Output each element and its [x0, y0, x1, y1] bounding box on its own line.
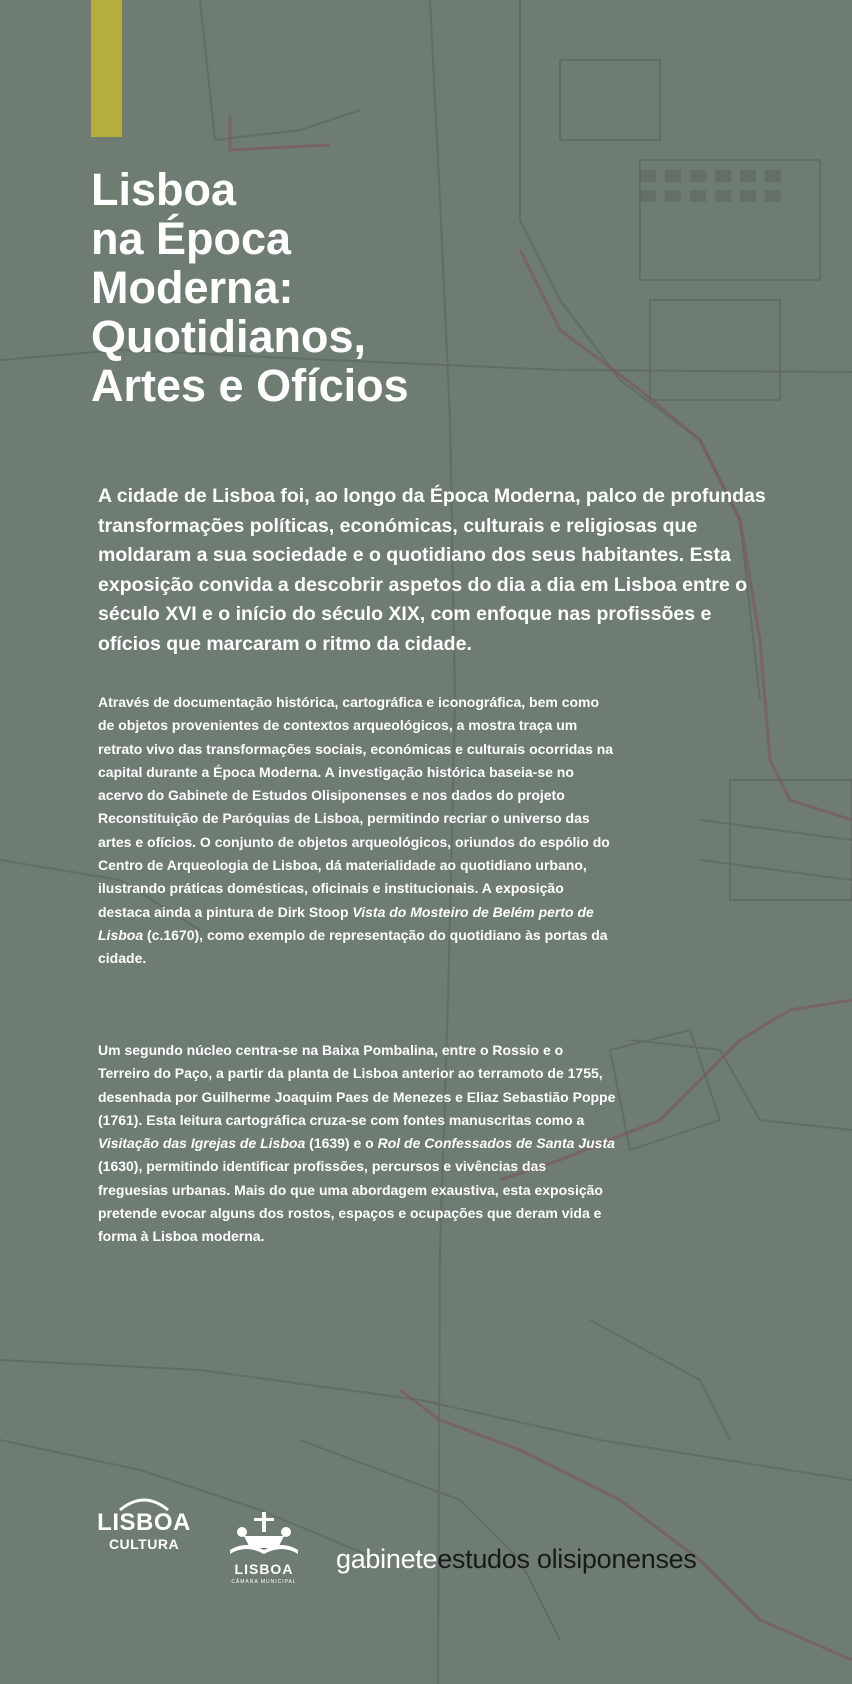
text-run: (1639) e o	[305, 1135, 378, 1152]
gabinete-estudos-olisiponenses-logo	[336, 1543, 697, 1575]
lisboa-cultura-sub: CULTURA	[108, 1536, 180, 1552]
lisboa-cultura-main: LISBOA	[97, 1509, 191, 1536]
body-paragraph-1	[98, 691, 618, 971]
lisboa-cultura-logo	[94, 1510, 194, 1570]
title-line: Lisboa	[91, 164, 237, 215]
source-title: Rol de Confessados de Santa Justa	[377, 1135, 615, 1152]
ship-crest-icon	[226, 1510, 302, 1562]
text-run: Um segundo núcleo centra-se na Baixa Pombalina, entre o Rossio e o Terreiro do Paço, a partir da planta de Lisboa anterior ao terramoto de 1755, desenhada por Guilherme Joaquim Paes de Menezes e Eliaz Sebastião Poppe (1761). Esta leitura cartográfica cruza-se com fontes manuscritas como a	[98, 1042, 616, 1128]
lead-paragraph: A cidade de Lisboa foi, ao longo da Época Moderna, palco de profundas transformações políticas, económicas, culturais e religiosas que moldaram a sua sociedade e o quotidiano dos seus habitantes. Esta exposição convida a descobrir aspetos do dia a dia em Lisboa entre o século XVI e o início do século XIX, com enfoque nas profissões e ofícios que marcaram o ritmo da cidade.	[98, 485, 766, 655]
painting-title: Vista do Mosteiro de Belém perto de Lisboa	[98, 903, 594, 943]
geo-logo-part: gabinete	[336, 1544, 438, 1574]
title-line: Artes e Ofícios	[91, 360, 409, 411]
title-line: Quotidianos,	[91, 311, 366, 362]
arc-icon	[118, 1496, 170, 1512]
source-title: Visitação das Igrejas de Lisboa	[98, 1135, 306, 1152]
geo-logo-part: olisiponenses	[536, 1544, 697, 1574]
text-run: (c.1670), como exemplo de representação do quotidiano às portas da cidade.	[98, 926, 608, 967]
camara-municipal-logo	[226, 1510, 302, 1590]
body-paragraph-2	[98, 1039, 618, 1249]
geo-logo-part: estudos	[437, 1544, 530, 1574]
text-run: Através de documentação histórica, cartográfica e iconográfica, bem como de objetos provenientes de contextos arqueológicos, a mostra traça um retrato vivo das transformações sociais, económicas e culturais ocorridas na capital durante a Época Moderna. A investigação histórica baseia-se no acervo do Gabinete de Estudos Olisiponenses e nos dados do projeto Reconstituição de Paróquias de Lisboa, permitindo recriar o universo das artes e ofícios. O conjunto de objetos arqueológicos, oriundos do espólio do Centro de Arqueologia de Lisboa, dá materialidade ao quotidiano urbano, ilustrando práticas domésticas, oficinais e institucionais. A exposição destaca ainda a pintura de Dirk Stoop	[98, 694, 614, 920]
cml-subtitle: CÂMARA MUNICIPAL	[231, 1579, 297, 1585]
title-line: na Época	[91, 213, 292, 264]
accent-bar	[91, 0, 122, 137]
page-title	[91, 165, 611, 410]
text-run: (1630), permitindo identificar profissões, percursos e vivências das freguesias urbanas. Mais do que uma abordagem exaustiva, esta exposição pretende evocar alguns dos rostos, espaços e ocupações que deram vida e forma à Lisboa moderna.	[98, 1158, 603, 1245]
cml-name: LISBOA	[234, 1561, 294, 1577]
title-line: Moderna:	[91, 262, 294, 313]
